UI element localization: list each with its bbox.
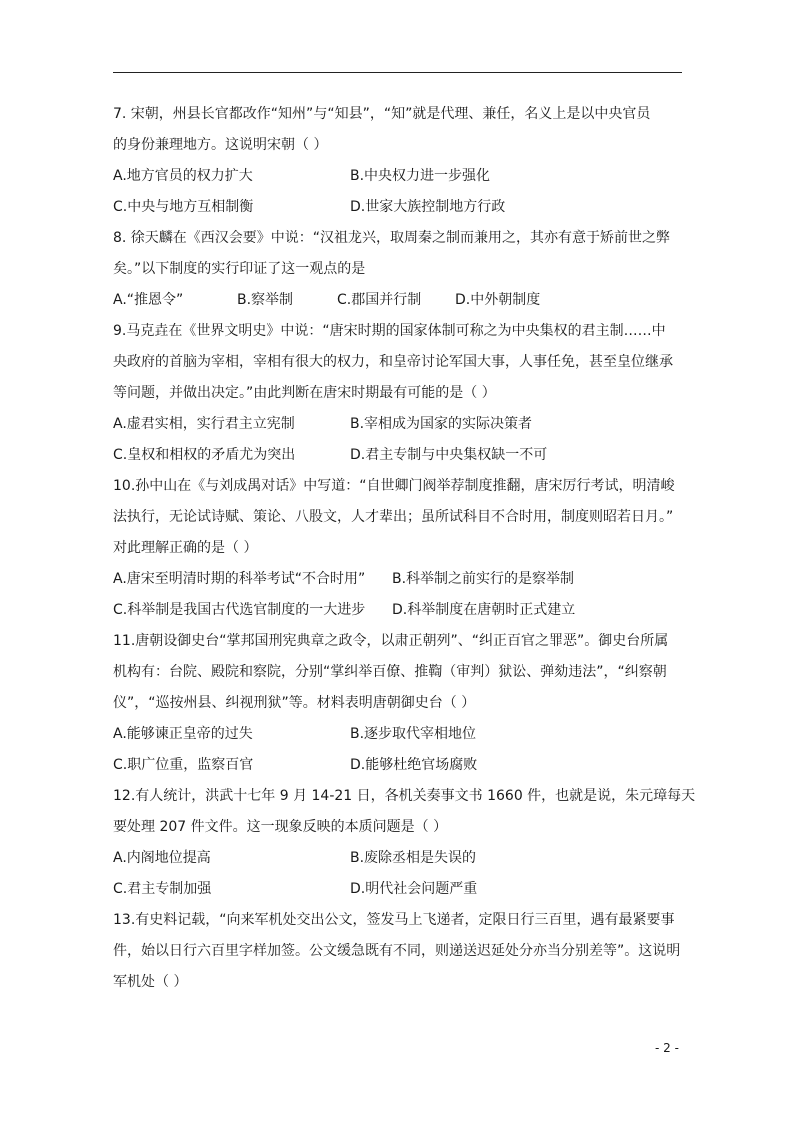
options-row [113,161,685,192]
option-b: B.中央权力进一步强化 [350,168,491,184]
option-c: C.皇权和相权的矛盾尤为突出 [113,447,296,463]
question-stem-line: 要处理 207 件文件。这一现象反映的本质问题是（ ） [113,819,448,835]
options-row [113,874,685,905]
header-rule [113,72,682,73]
option-a: A.虚君实相，实行君主立宪制 [113,416,295,432]
question-13 [113,905,685,998]
question-stem-line: 8. 徐天麟在《西汉会要》中说：“汉祖龙兴，取周秦之制而兼用之，其亦有意于矫前世之弊 [113,230,671,246]
option-b: B.逐步取代宰相地位 [350,726,477,742]
option-d: D.世家大族控制地方行政 [350,199,506,215]
option-c: C.中央与地方互相制衡 [113,199,254,215]
options-row [113,719,685,750]
question-stem-line: 央政府的首脑为宰相，宰相有很大的权力，和皇帝讨论军国大事，人事任免，甚至皇位继承 [113,354,673,370]
option-a: A.“推恩令” [113,292,184,308]
option-d: D.能够杜绝官场腐败 [350,757,478,773]
option-b: B.科举制之前实行的是察举制 [392,571,575,587]
question-list [113,99,696,998]
question-stem-line: 仪”，“巡按州县、纠视刑狱”等。材料表明唐朝御史台（ ） [113,695,476,711]
option-c: C.君主专制加强 [113,881,212,897]
question-stem-line: 等问题，并做出决定。”由此判断在唐宋时期最有可能的是（ ） [113,385,496,401]
question-stem-line: 件，始以日行六百里字样加签。公文缓急既有不同，则递送迟延处分亦当分别差等”。这说明 [113,943,681,959]
option-d: D.君主专制与中央集权缺一不可 [350,447,548,463]
question-10 [113,471,685,626]
question-stem-line: 9.马克垚在《世界文明史》中说：“唐宋时期的国家体制可称之为中央集权的君主制……中 [113,323,666,339]
page-number: - 2 - [655,1041,679,1055]
question-stem-line: 13.有史料记载，“向来军机处交出公文，签发马上飞递者，定限日行三百里，遇有最紧要事 [113,912,675,928]
option-c: C.郡国并行制 [337,292,422,308]
option-a: A.能够谏正皇帝的过失 [113,726,253,742]
options-row [113,843,685,874]
options-row [113,595,685,626]
question-stem-line: 法执行，无论试诗赋、策论、八股文，人才辈出；虽所试科目不合时用，制度则昭若日月。” [113,509,674,525]
question-12 [113,781,696,905]
options-row [113,750,685,781]
question-stem-line: 的身份兼理地方。这说明宋朝（ ） [113,137,328,153]
question-stem-line: 机构有：台院、殿院和察院，分别“掌纠举百僚、推鞫（审判）狱讼、弹劾违法”，“纠察朝 [113,664,667,680]
question-8 [113,223,685,316]
question-stem-line: 7. 宋朝，州县长官都改作“知州”与“知县”，“知”就是代理、兼任，名义上是以中央官员 [113,106,651,122]
question-7 [113,99,685,223]
options-row [113,192,685,223]
question-11 [113,626,685,781]
question-stem-line: 军机处（ ） [113,974,188,990]
options-row [113,440,685,471]
option-b: B.察举制 [237,292,294,308]
option-a: A.内阁地位提高 [113,850,211,866]
options-row [113,409,685,440]
option-d: D.中外朝制度 [455,292,541,308]
option-a: A.地方官员的权力扩大 [113,168,253,184]
option-b: B.宰相成为国家的实际决策者 [350,416,533,432]
option-b: B.废除丞相是失误的 [350,850,477,866]
question-stem-line: 矣。”以下制度的实行印证了这一观点的是 [113,261,366,277]
option-c: C.职广位重，监察百官 [113,757,254,773]
options-row [113,285,685,316]
question-stem-line: 12.有人统计，洪武十七年 9 月 14-21 日，各机关奏事文书 1660 件，也就是说，朱元璋每天 [113,788,696,804]
option-a: A.唐宋至明清时期的科举考试“不合时用” [113,571,366,587]
question-stem-line: 对此理解正确的是（ ） [113,540,258,556]
question-stem-line: 11.唐朝设御史台“掌邦国刑宪典章之政令，以肃正朝列”、“纠正百官之罪恶”。御史台所属 [113,633,669,649]
option-d: D.科举制度在唐朝时正式建立 [392,602,576,618]
options-row [113,564,685,595]
option-c: C.科举制是我国古代选官制度的一大进步 [113,602,366,618]
question-stem-line: 10.孙中山在《与刘成禺对话》中写道：“自世卿门阀举荐制度推翻，唐宋厉行考试，明清峻 [113,478,675,494]
question-9 [113,316,685,471]
option-d: D.明代社会问题严重 [350,881,478,897]
